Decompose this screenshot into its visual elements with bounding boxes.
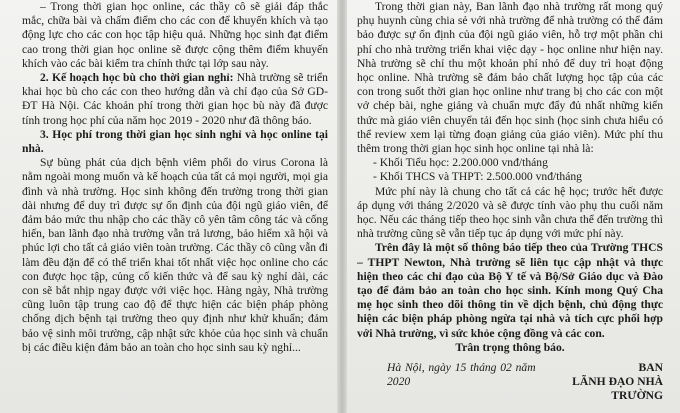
closing-notice-paragraph: Trên đây là một số thông báo tiếp theo của Trường THCS – THPT Newton, Nhà trường sẽ liên tục cập nhật và thực hiện theo các chỉ đạo của Bộ Y tế và Bộ/Sở Giáo dục và Đào tạo để đảm bảo an toàn cho học sinh. Kính mong Quý Cha mẹ học sinh theo dõi thông tin về dịch bệnh, chủ động thực hiện các biện pháp phòng ngừa tại nhà và tích cực phối hợp với Nhà trường, vì sức khỏe cộng đồng và các con. — [357, 241, 663, 340]
makeup-plan-text: Nhà trường sẽ triển khai học bù cho các con theo hướng dẫn và chỉ đạo của Sở GD-ĐT Hà Nội. Các khoản phí trong thời gian học bù này đã được tính trong học phí của năm học 2019 - 2020 như đã thông báo. — [22, 71, 328, 127]
fee-terms-paragraph: Mức phí này là chung cho tất cả các hệ học; trước hết được áp dụng với tháng 2/2020 và sẽ được tính vào phụ thu cuối năm học. Nếu các tháng tiếp theo học sinh vẫn chưa thể đến trường thì nhà trường cũng sẽ vẫn tiếp tục áp dụng với mức phí này. — [357, 184, 663, 241]
makeup-plan-heading: 2. Kế hoạch học bù cho thời gian nghỉ: — [40, 71, 234, 85]
tuition-heading: 3. Học phí trong thời gian học sinh nghỉ và học online tại nhà. — [22, 127, 328, 156]
parent-support-paragraph: Trong thời gian này, Ban lãnh đạo nhà trường rất mong quý phụ huynh cùng chia sẻ với nhà trường để nhà trường có thể đảm bảo được sự ổn định của đội ngũ giáo viên, hỗ trợ một phần chi phí cho nhà trường triển khai việc dạy - học online như hiện nay. Nhà trường sẽ chỉ thu một khoản phí nhỏ để duy trì hoạt động học online. Nhà trường sẽ đảm bảo chất lượng học tập của các con trong suốt thời gian học online như trang bị cho các con một vở chép bài, nghe giảng và chuẩn mực đẩy đủ nhất những kiến thức mà giáo viên chuyển tải đến học sinh (học sinh chưa hiểu có thể review xem lại từng đoạn giảng của giáo viên). Mức phí thu thêm trong thời gian học sinh học online tại nhà là: — [357, 0, 663, 156]
signatory-line-1: BAN — [638, 361, 663, 375]
tuition-paragraph: Sự bùng phát của dịch bệnh viêm phổi do virus Corona là nằm ngoài mong muốn và kế hoạch của tất cả mọi người, mọi gia đình và nhà trường. Học sinh không đến trường trong thời gian dài nhưng để duy trì được sự ổn định của đội ngũ giáo viên, để đảm bảo mức thu nhập cho các thầy cô yên tâm công tác và cống hiến, ban lãnh đạo nhà trường vẫn trả lương, bảo hiểm xã hội và phúc lợi cho tất cả giáo viên toàn trường. Các thầy cô cũng vẫn đi làm đều đặn để có thể triển khai tốt nhất việc học online cho các con được học tập, củng cố kiến thức và để sau kỳ nghỉ dài, các con sẽ bắt nhịp ngay được với việc học. Hàng ngày, Nhà trường cũng luôn tập trung cao độ để thực hiện các biện pháp phòng chống dịch bệnh tại trường theo quy định như khử khuẩn; đảm bảo vệ sinh môi trường, cập nhật sức khỏe của học sinh và chuẩn bị các điều kiện đảm bảo an toàn cho học sinh sau kỳ nghỉ... — [22, 156, 328, 354]
makeup-plan-paragraph — [22, 71, 328, 128]
right-column — [357, 0, 663, 413]
signatory-line-2: LÃNH ĐẠO NHÀ TRƯỜNG — [572, 375, 663, 403]
signature-block — [357, 361, 663, 404]
online-grading-paragraph: – Trong thời gian học online, các thầy cô sẽ giải đáp thắc mắc, chữa bài và chấm điểm cho các con để khuyến khích và tạo động lực cho các con học tập hiệu quả. Những học sinh đạt điểm cao trong thời gian học online sẽ được cộng thêm điểm khuyến khích vào các bài kiểm tra chính thức tại lớp sau này. — [22, 0, 328, 70]
fee-secondary: - Khối THCS và THPT: 2.500.000 vnđ/tháng — [373, 170, 582, 184]
regards-line: Trân trọng thông báo. — [455, 340, 565, 354]
signatory — [536, 361, 663, 404]
left-column — [22, 0, 328, 413]
page-gutter — [337, 0, 347, 413]
fee-primary: - Khối Tiểu học: 2.200.000 vnđ/tháng — [373, 156, 548, 170]
date-line: Hà Nội, ngày 15 tháng 02 năm 2020 — [387, 361, 536, 389]
